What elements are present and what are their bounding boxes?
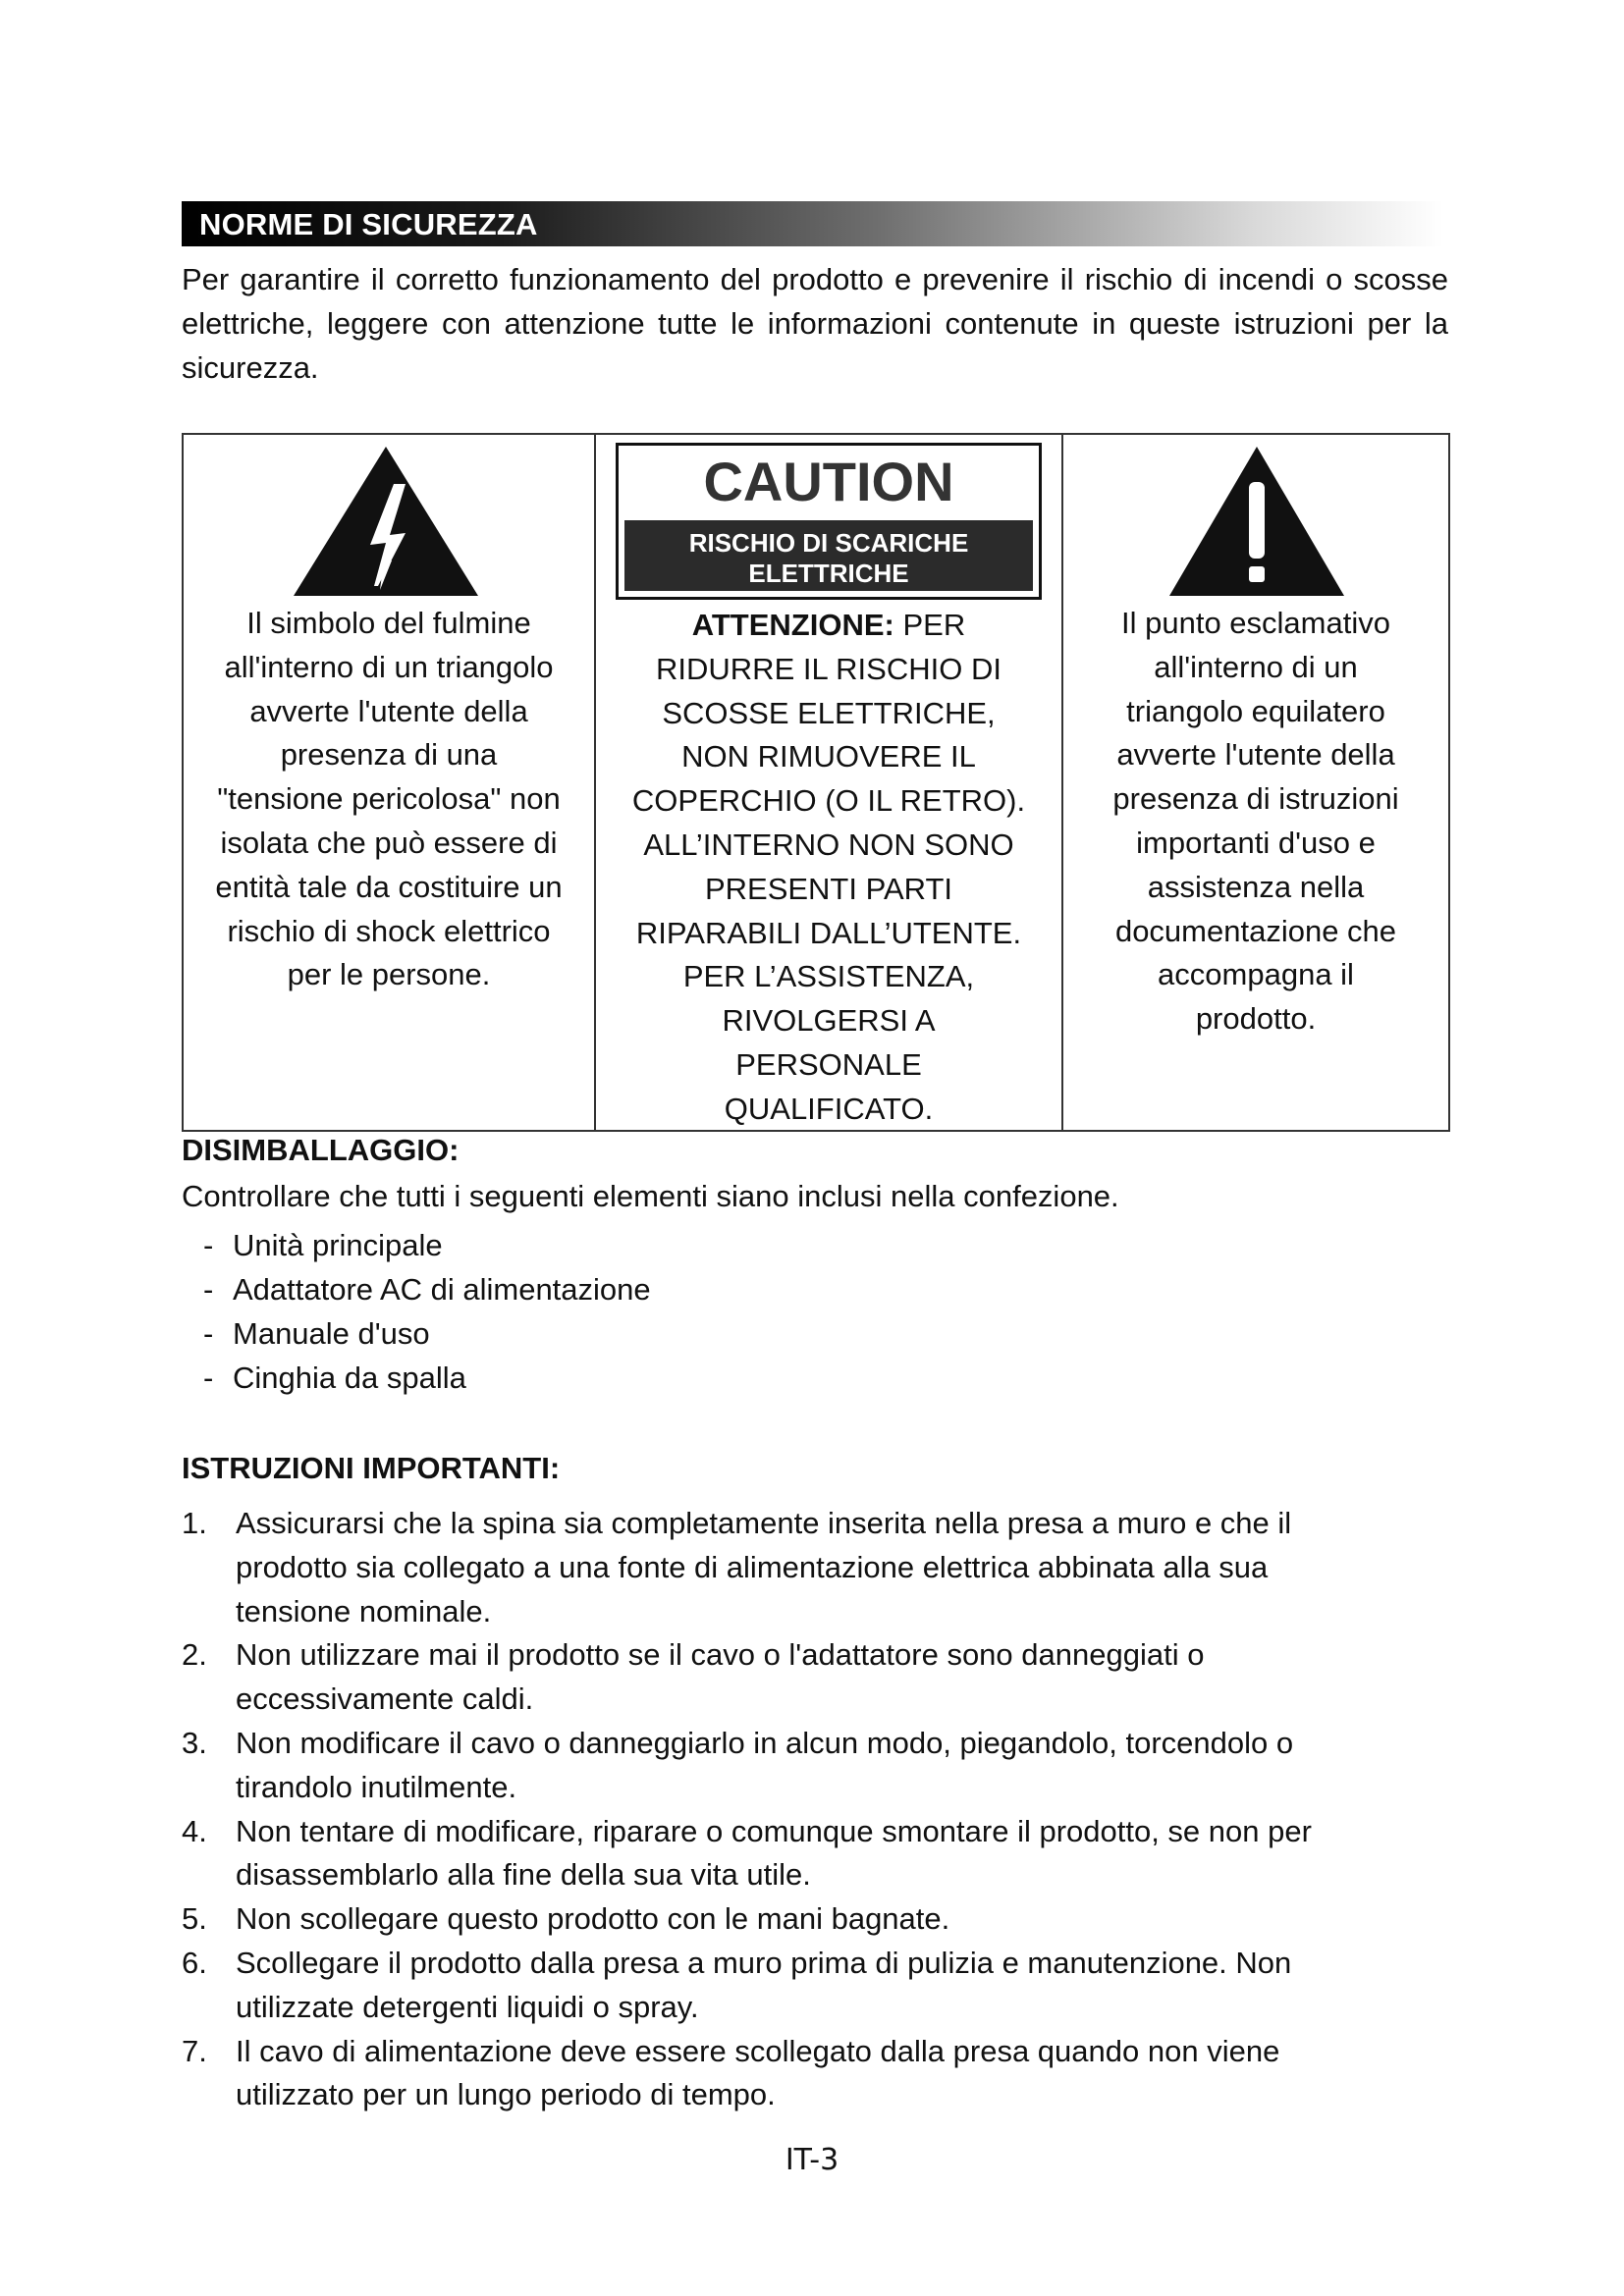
list-item-text: Manuale d'uso	[233, 1316, 430, 1351]
text-line: per le persone.	[287, 957, 491, 992]
text-line: PER L’ASSISTENZA,	[682, 959, 975, 994]
section-title: NORME DI SICUREZZA	[199, 207, 538, 241]
instruction-number: 3.	[182, 1725, 207, 1760]
text-line: NON RIMUOVERE IL	[681, 739, 976, 774]
list-dash: -	[203, 1316, 214, 1351]
text-line: all'interno di un triangolo	[224, 649, 554, 684]
instruction-item	[182, 1942, 1458, 2030]
text-line: accompagna il	[1158, 957, 1354, 992]
instruction-item	[182, 1722, 1458, 1810]
instruction-line: Non scollegare questo prodotto con le mani bagnate.	[236, 1901, 950, 1937]
text-line: Il simbolo del fulmine	[246, 606, 531, 640]
list-item	[203, 1311, 651, 1356]
warning-table	[182, 433, 1450, 1132]
attention-text	[596, 604, 1061, 1132]
text-line: entità tale da costituire un	[215, 869, 563, 904]
unpacking-text: Controllare che tutti i seguenti elementi siano inclusi nella confezione.	[182, 1179, 1119, 1213]
lightning-warning-icon	[290, 443, 482, 600]
text-line: triangolo equilatero	[1126, 693, 1385, 728]
caution-subtitle	[624, 520, 1033, 591]
instruction-line: tensione nominale.	[236, 1593, 492, 1629]
text-line: COPERCHIO (O IL RETRO).	[631, 783, 1026, 819]
text-line: documentazione che	[1114, 913, 1397, 948]
text-line: presenza di istruzioni	[1112, 781, 1399, 817]
instruction-line: utilizzate detergenti liquidi o spray.	[236, 1989, 699, 2024]
caution-subtitle-line: RISCHIO DI SCARICHE	[688, 528, 969, 558]
instruction-line: eccessivamente caldi.	[236, 1682, 534, 1717]
instruction-line: Non utilizzare mai il prodotto se il cavo o l'adattatore sono danneggiati o	[236, 1637, 1205, 1673]
text-line: PERSONALE	[735, 1046, 922, 1082]
text-line: rischio di shock elettrico	[227, 913, 551, 948]
exclamation-warning-icon	[1165, 443, 1348, 600]
text-line: RIDURRE IL RISCHIO DI	[656, 651, 1001, 686]
list-item-text: Unità principale	[233, 1228, 443, 1262]
attention-label: ATTENZIONE:	[691, 608, 894, 642]
instructions-heading: ISTRUZIONI IMPORTANTI:	[182, 1451, 561, 1485]
caution-subtitle-line: ELETTRICHE	[748, 559, 909, 588]
instruction-line: Scollegare il prodotto dalla presa a muro prima di pulizia e manutenzione. Non	[236, 1945, 1292, 1980]
text-line: QUALIFICATO.	[724, 1091, 934, 1126]
caution-label	[616, 443, 1042, 600]
list-item	[203, 1356, 651, 1400]
exclamation-warning-text	[1063, 602, 1448, 1041]
list-dash: -	[203, 1272, 214, 1307]
text-line	[602, 604, 1056, 648]
instruction-line: prodotto sia collegato a una fonte di alimentazione elettrica abbinata alla sua	[236, 1549, 1269, 1584]
text-line: PRESENTI PARTI	[704, 871, 953, 906]
section-title-bar	[182, 201, 1443, 246]
list-item	[203, 1223, 651, 1267]
text-line: presenza di una	[280, 737, 498, 773]
instruction-number: 4.	[182, 1813, 207, 1848]
instruction-item	[182, 1502, 1458, 1633]
list-item	[203, 1267, 651, 1311]
instruction-line: Non tentare di modificare, riparare o comunque smontare il prodotto, se non per	[236, 1813, 1312, 1848]
attention-line-text: PER	[902, 608, 966, 642]
instruction-number: 7.	[182, 2033, 207, 2068]
text-line: avverte l'utente della	[1116, 737, 1395, 773]
instruction-number: 6.	[182, 1945, 207, 1980]
instruction-item	[182, 1810, 1458, 1898]
instruction-number: 5.	[182, 1901, 207, 1937]
text-line: all'interno di un	[1154, 649, 1358, 684]
exclamation-warning-cell	[1063, 435, 1448, 1130]
instruction-line: disassemblarlo alla fine della sua vita utile.	[236, 1857, 811, 1893]
text-line: isolata che può essere di	[220, 825, 558, 860]
lightning-warning-text	[184, 602, 594, 997]
text-line: Il punto esclamativo	[1121, 606, 1390, 640]
instruction-line: Non modificare il cavo o danneggiarlo in alcun modo, piegandolo, torcendolo o	[236, 1725, 1294, 1760]
text-line: ALL’INTERNO NON SONO	[643, 827, 1014, 862]
instruction-number: 2.	[182, 1637, 207, 1673]
instruction-item	[182, 1633, 1458, 1722]
page-number: IT-3	[785, 2143, 839, 2177]
instruction-line: tirandolo inutilmente.	[236, 1769, 517, 1804]
list-dash: -	[203, 1361, 214, 1395]
unpacking-list	[203, 1223, 651, 1400]
instruction-line: utilizzato per un lungo periodo di tempo.	[236, 2077, 776, 2112]
list-item-text: Cinghia da spalla	[233, 1361, 466, 1395]
intro-paragraph: Per garantire il corretto funzionamento del prodotto e prevenire il rischio di incendi o scosse elettriche, leggere con attenzione tutte le informazioni contenute in queste istruzioni per la sicurezza.	[182, 262, 1448, 385]
list-item-text: Adattatore AC di alimentazione	[233, 1272, 651, 1307]
text-line: "tensione pericolosa" non	[217, 781, 561, 817]
instruction-item	[182, 2030, 1458, 2118]
lightning-warning-cell	[184, 435, 596, 1130]
instruction-line: Assicurarsi che la spina sia completamente inserita nella presa a muro e che il	[236, 1506, 1292, 1540]
caution-cell	[596, 435, 1063, 1130]
instruction-item	[182, 1897, 1458, 1942]
text-line: avverte l'utente della	[249, 693, 528, 728]
list-dash: -	[203, 1228, 214, 1262]
text-line: importanti d'uso e	[1136, 825, 1376, 860]
instructions-list	[182, 1502, 1458, 2117]
text-line: RIPARABILI DALL’UTENTE.	[635, 915, 1022, 950]
text-line: SCOSSE ELETTRICHE,	[662, 695, 996, 730]
text-line: prodotto.	[1195, 1001, 1317, 1037]
unpacking-heading: DISIMBALLAGGIO:	[182, 1133, 460, 1167]
text-line: RIVOLGERSI A	[722, 1003, 936, 1039]
instruction-line: Il cavo di alimentazione deve essere scollegato dalla presa quando non viene	[236, 2033, 1280, 2068]
instruction-number: 1.	[182, 1506, 207, 1540]
text-line: assistenza nella	[1147, 869, 1365, 904]
caution-word: CAUTION	[703, 451, 954, 512]
